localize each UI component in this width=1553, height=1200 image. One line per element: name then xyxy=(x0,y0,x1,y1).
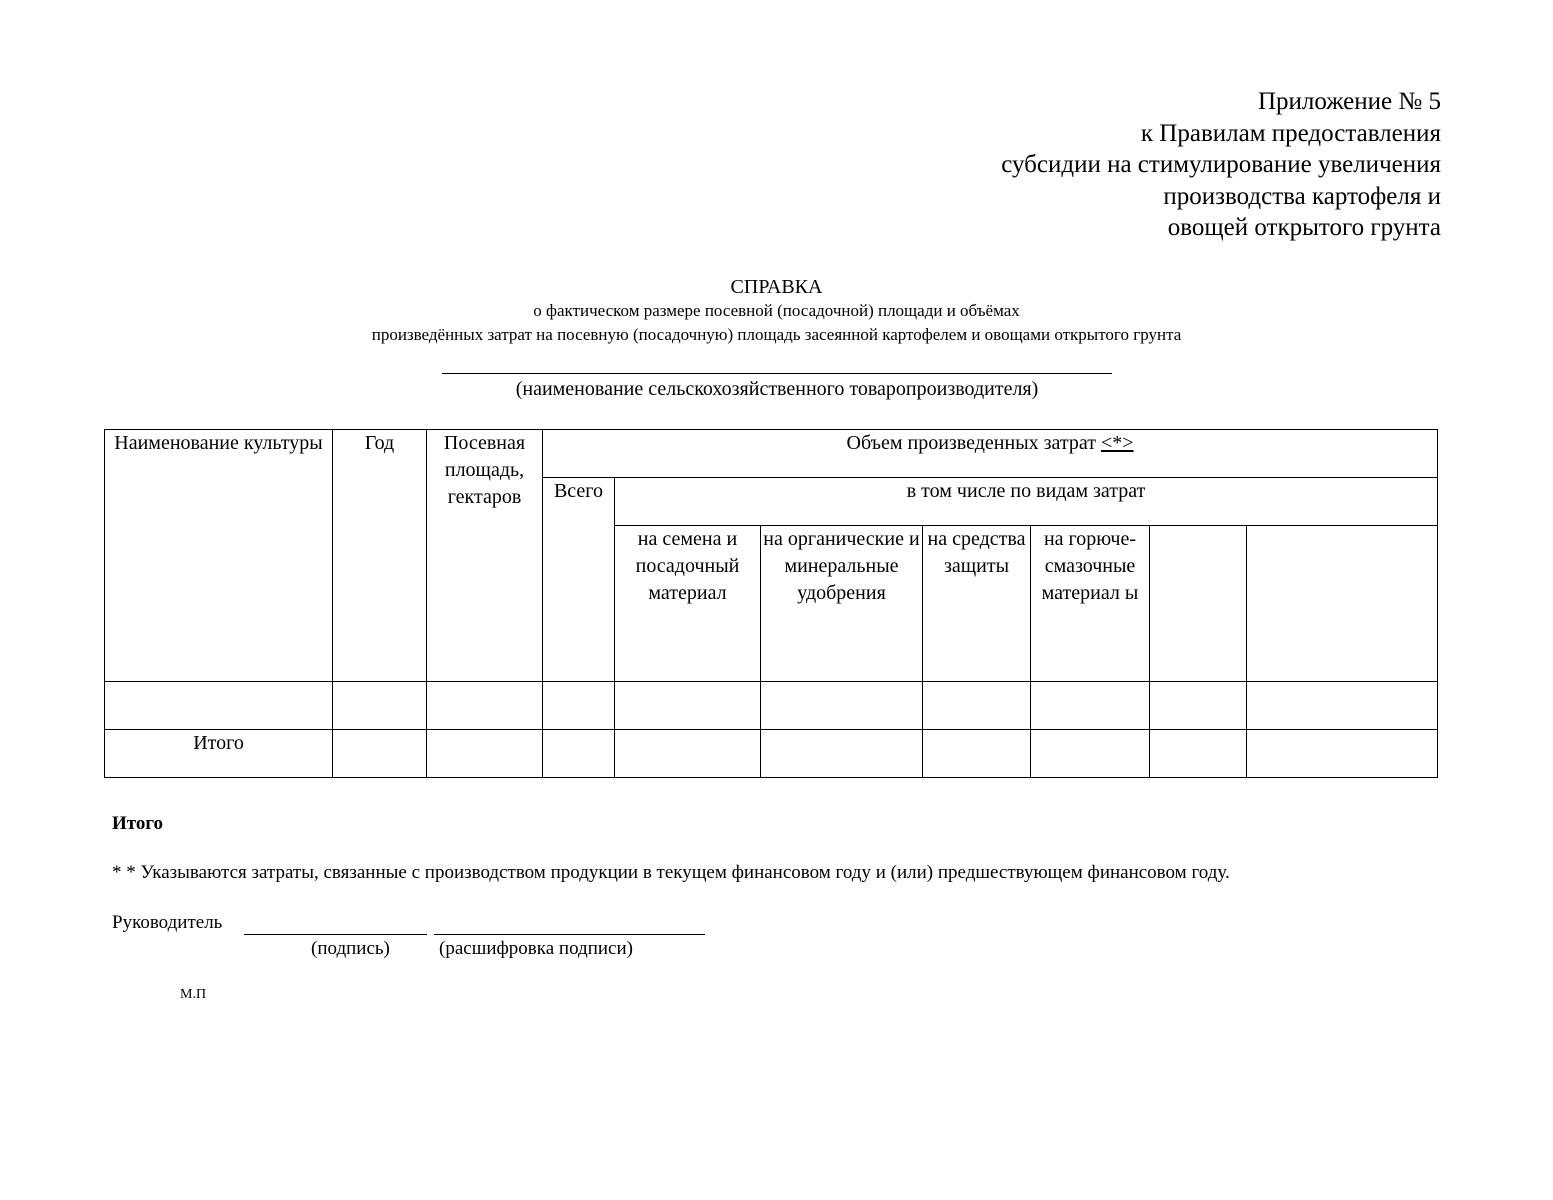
producer-name-line xyxy=(442,373,1112,374)
title-line-2: произведённых затрат на посевную (посадочную) площадь засеянной картофелем и овощами открытого грунта xyxy=(371,325,1182,344)
table-cell[interactable] xyxy=(615,730,761,778)
header-by-type: в том числе по видам затрат xyxy=(615,478,1438,526)
header-area: Посевная площадь, гектаров xyxy=(427,430,543,682)
table-cell[interactable] xyxy=(761,730,923,778)
table-cell[interactable] xyxy=(105,682,333,730)
table-cell[interactable] xyxy=(1031,682,1150,730)
appendix-line: субсидии на стимулирование увеличения xyxy=(1001,151,1441,178)
footnote-text: * * Указываются затраты, связанные с производством продукции в текущем финансовом году и (или) предшествующем финансовом году. xyxy=(112,862,1230,883)
signature-line xyxy=(244,934,427,935)
header-culture: Наименование культуры xyxy=(105,430,333,682)
appendix-line: производства картофеля и xyxy=(1163,182,1441,210)
table-cell[interactable] xyxy=(761,682,923,730)
header-fuel: на горюче-смазочные материал ы xyxy=(1031,526,1150,682)
appendix-line: к Правилам предоставления xyxy=(1140,119,1441,147)
signature-label: Руководитель xyxy=(112,912,223,933)
itogo-row-label: Итого xyxy=(105,730,333,778)
signature-caption: (подпись) xyxy=(311,938,390,959)
header-empty-2 xyxy=(1247,526,1438,682)
appendix-header xyxy=(1001,86,1441,244)
signature-decoding-line xyxy=(434,934,705,935)
header-total: Всего xyxy=(543,478,615,682)
document-title xyxy=(0,275,1553,347)
header-year: Год xyxy=(333,430,427,682)
cost-report-table xyxy=(104,429,1438,778)
table-cell[interactable] xyxy=(615,682,761,730)
table-cell[interactable] xyxy=(1247,682,1438,730)
table-cell[interactable] xyxy=(543,682,615,730)
table-row-itogo xyxy=(105,730,1438,778)
stamp-mark: М.П xyxy=(180,987,207,1002)
producer-caption: (наименование сельскохозяйственного товаропроизводителя) xyxy=(515,378,1039,400)
itogo-heading: Итого xyxy=(112,813,164,834)
table-cell[interactable] xyxy=(333,682,427,730)
appendix-line: Приложение № 5 xyxy=(1257,88,1441,115)
header-costs xyxy=(543,430,1438,478)
table-cell[interactable] xyxy=(1031,730,1150,778)
table-cell[interactable] xyxy=(923,730,1031,778)
table-cell[interactable] xyxy=(333,730,427,778)
table-cell[interactable] xyxy=(1150,730,1247,778)
header-protection: на средства защиты xyxy=(923,526,1031,682)
header-seeds: на семена и посадочный материал xyxy=(615,526,761,682)
table-cell[interactable] xyxy=(1150,682,1247,730)
table-cell[interactable] xyxy=(427,682,543,730)
title-main: СПРАВКА xyxy=(730,276,823,298)
signature-decoding-caption: (расшифровка подписи) xyxy=(439,938,633,959)
header-fertilizers: на органические и минеральные удобрения xyxy=(761,526,923,682)
table-row xyxy=(105,682,1438,730)
table-cell[interactable] xyxy=(1247,730,1438,778)
table-cell[interactable] xyxy=(427,730,543,778)
appendix-line: овощей открытого грунта xyxy=(1167,214,1441,241)
title-line-1: о фактическом размере посевной (посадочной) площади и объёмах xyxy=(533,301,1020,320)
header-empty-1 xyxy=(1150,526,1247,682)
table-cell[interactable] xyxy=(543,730,615,778)
footnote-ref-link[interactable]: <*> xyxy=(1100,432,1134,454)
table-cell[interactable] xyxy=(923,682,1031,730)
header-costs-label: Объем произведенных затрат xyxy=(846,432,1096,454)
